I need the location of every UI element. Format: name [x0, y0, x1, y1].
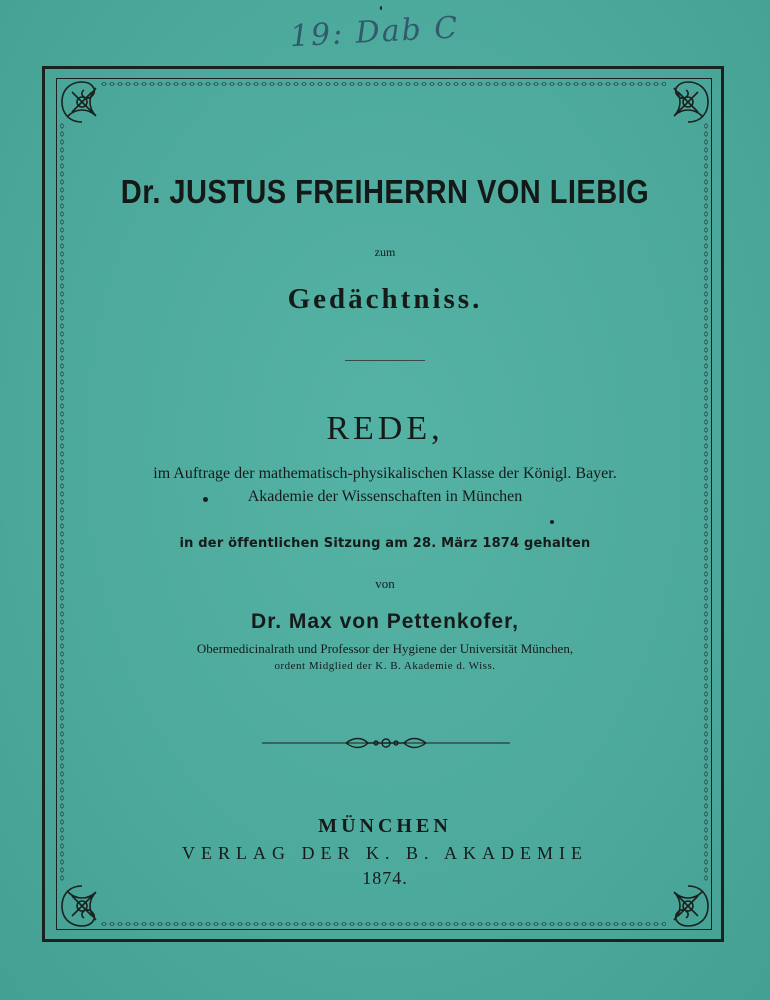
top-chain-border: [100, 80, 666, 88]
author-name: Dr. Max von Pettenkofer,: [251, 610, 519, 633]
divider-rule: [345, 360, 425, 361]
commission-line-2: Akademie der Wissenschaften in München: [247, 488, 523, 505]
preposition-text: zum: [374, 245, 396, 259]
session-line: in der öffentlichen Sitzung am 28. März 1874 gehalten: [179, 536, 591, 551]
ink-speck: [550, 520, 554, 524]
ink-speck: [380, 6, 382, 10]
genre-heading: REDE,: [326, 410, 444, 447]
handwritten-shelfmark: 19: Dab C: [289, 10, 461, 55]
decorative-rule-ornament-icon: [262, 735, 510, 751]
corner-ornament-icon: [664, 882, 712, 930]
publisher: VERLAG DER K. B. AKADEMIE: [182, 843, 588, 863]
corner-ornament-icon: [664, 78, 712, 126]
corner-ornament-icon: [58, 882, 106, 930]
author-affiliation-2: ordent Midglied der K. B. Akademie d. Wiss.: [274, 660, 496, 672]
corner-ornament-icon: [58, 78, 106, 126]
author-affiliation-1: Obermedicinalrath und Professor der Hygiene der Universität München,: [196, 641, 574, 656]
subtitle: Gedächtniss.: [287, 283, 483, 315]
commission-line-1: im Auftrage der mathematisch-physikalischen Klasse der Königl. Bayer.: [153, 465, 617, 482]
ink-speck: [203, 497, 208, 502]
by-text: von: [375, 576, 395, 591]
page-title: Dr. JUSTUS FREIHERRN VON LIEBIG: [120, 173, 650, 210]
publication-year: 1874.: [362, 868, 408, 888]
publication-city: MÜNCHEN: [318, 815, 452, 837]
bottom-chain-border: [100, 920, 666, 928]
